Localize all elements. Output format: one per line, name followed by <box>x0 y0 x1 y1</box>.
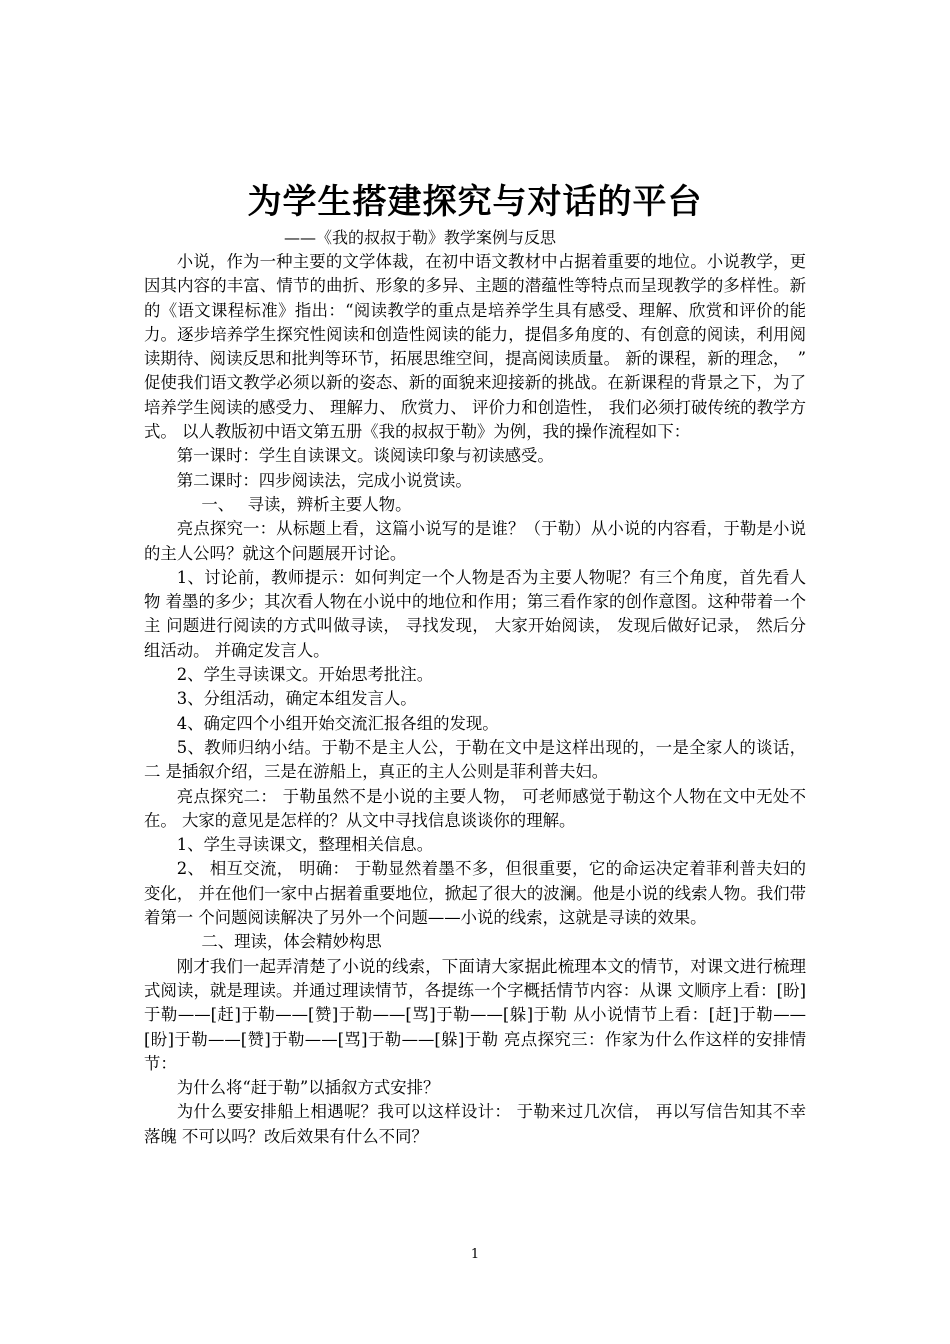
paragraph: 2、学生寻读课文。开始思考批注。 <box>176 665 434 685</box>
document-title: 为学生搭建探究与对话的平台 <box>247 182 703 222</box>
document-subtitle: ——《我的叔叔于勒》教学案例与反思 <box>284 228 557 247</box>
paragraph: 4、确定四个小组开始交流汇报各组的发现。 <box>176 713 499 733</box>
paragraph: 1、学生寻读课文，整理相关信息。 <box>176 835 434 855</box>
paragraph: 为什么将“赶于勒”以插叙方式安排？ <box>176 1078 440 1098</box>
document-content <box>144 180 806 1149</box>
paragraph: 第一课时：学生自读课文。谈阅读印象与初读感受。 <box>176 446 554 466</box>
paragraph: 亮点探究二： 于勒虽然不是小说的主要人物， 可老师感觉于勒这个人物在文中无处不在。 大家的意见是怎样的？从文中寻找信息谈谈你的理解。 <box>144 786 806 830</box>
paragraph: 为什么要安排船上相遇呢？我可以这样设计： 于勒来过几次信， 再以写信告知其不幸落魄 不可以吗？改后效果有什么不同？ <box>144 1102 806 1146</box>
section-heading: 二、理读，体会精妙构思 <box>201 932 382 952</box>
paragraph: 刚才我们一起弄清楚了小说的线索，下面请大家据此梳理本文的情节，对课文进行梳理 式阅读，就是理读。并通过理读情节，各提练一个字概括情节内容：从课 文顺序上看：[盼]于勒——[赶]于勒——[赞]于勒——[骂]于勒——[躲]于勒 从小说情节上看：[赶]于勒——[盼]于勒——[赞]于勒——[骂]于勒——[躲]于勒 亮点探究三：作家为什么作这样的安排情节： <box>144 956 806 1073</box>
paragraph: 5、教师归纳小结。于勒不是主人公，于勒在文中是这样出现的，一是全家人的谈话，二 是插叙介绍，三是在游船上，真正的主人公则是菲利普夫妇。 <box>144 737 806 782</box>
section-heading: 一、 寻读，辨析主要人物。 <box>201 494 412 514</box>
paragraph: 第二课时：四步阅读法，完成小说赏读。 <box>176 470 472 490</box>
paragraph: 3、分组活动，确定本组发言人。 <box>176 689 417 709</box>
document-body <box>144 250 806 1149</box>
paragraph: 2、 相互交流， 明确： 于勒显然着墨不多，但很重要，它的命运决定着菲利普夫妇的变化， 并在他们一家中占据着重要地位，掀起了很大的波澜。他是小说的线索人物。我们带着第一 个问题阅读解决了另外一个问题——小说的线索，这就是寻读的效果。 <box>144 859 806 928</box>
page-number: 1 <box>470 1247 480 1262</box>
paragraph: 小说，作为一种主要的文学体裁，在初中语文教材中占据着重要的地位。小说教学，更 因其内容的丰富、情节的曲折、形象的多异、主题的潜蕴性等特点而呈现教学的多样性。新 的《语文课程标准》指出：“阅读教学的重点是培养学生具有感受、理解、欣赏和评价的能 力。逐步培养学生探究性阅读和创造性阅读的能力，提倡多角度的、有创意的阅读，利用阅 读期待、阅读反思和批判等环节，拓展思维空间，提高阅读质量。 新的课程，新的理念， ” 促使我们语文教学必须以新的姿态、新的面貌来迎接新的挑战。在新课程的背景之下，为了 培养学生阅读的感受力、 理解力、 欣赏力、 评价力和创造性， 我们必须打破传统的教学方式。 以人教版初中语文第五册《我的叔叔于勒》为例，我的操作流程如下： <box>144 252 806 442</box>
paragraph: 亮点探究一：从标题上看，这篇小说写的是谁？（于勒）从小说的内容看，于勒是小说 的主人公吗？就这个问题展开讨论。 <box>144 519 806 563</box>
paragraph: 1、讨论前，教师提示：如何判定一个人物是否为主要人物呢？有三个角度，首先看人物 着墨的多少；其次看人物在小说中的地位和作用；第三看作家的创作意图。这种带着一个主 问题进行阅读的方式叫做寻读， 寻找发现， 大家开始阅读， 发现后做好记录， 然后分组活动。 并确定发言人。 <box>144 567 806 660</box>
